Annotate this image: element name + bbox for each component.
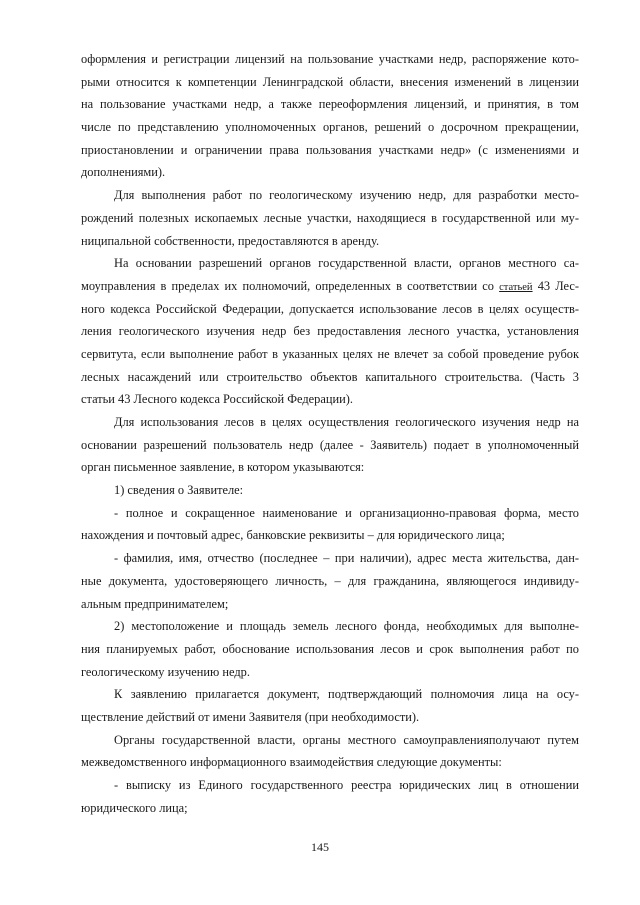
text-line: - полное и сокращенное наименование и организационно-правовая форма, место: [114, 505, 579, 520]
text-line: межведомственного информационного взаимодействия следующие документы:: [81, 755, 502, 770]
text-line: нахождения и почтовый адрес, банковские реквизиты – для юридического лица;: [81, 528, 505, 543]
text-line: статьи 43 Лесного кодекса Российской Федерации).: [81, 392, 353, 407]
text-line: Органы государственной власти, органы местного самоуправленияполучают путем: [114, 732, 579, 747]
text-line: юридического лица;: [81, 800, 188, 815]
text-line: - фамилия, имя, отчество (последнее – при наличии), адрес места жительства, дан-: [114, 551, 579, 566]
text-line: ниципальной собственности, предоставляются в аренду.: [81, 233, 380, 248]
text-line: ления геологического изучения недр без предоставления лесного участка, установления: [81, 324, 579, 339]
text-line: К заявлению прилагается документ, подтверждающий полномочия лица на осу-: [114, 687, 579, 702]
text-line: орган письменное заявление, в котором указываются:: [81, 460, 365, 475]
text-line: приостановлении и ограничении права пользования участками недр» (с изменениями и: [81, 142, 579, 157]
text-line: числе по представлению уполномоченных органов, решений о досрочном прекращении,: [81, 120, 579, 135]
page-number: 145: [311, 840, 329, 854]
text-line: - выписку из Единого государственного реестра юридических лиц в отношении: [114, 778, 579, 792]
text-line: рыми относится к компетенции Ленинградской области, внесения изменений в лицензии: [81, 74, 579, 89]
text-line: На основании разрешений органов государственной власти, органов местного са-: [114, 256, 579, 271]
text-line: Для использования лесов в целях осуществления геологического изучения недр на: [114, 415, 579, 429]
text-line: ного кодекса Российской Федерации, допускается использование лесов в целях осуществ-: [81, 301, 579, 316]
text-line: ные документа, удостоверяющего личность, – для гражданина, являющегося индивиду-: [81, 573, 579, 588]
text-line: ния планируемых работ, обоснование использования лесов и срок выполнения работ по: [81, 641, 579, 656]
text-line: ществление действий от имени Заявителя (при необходимости).: [81, 709, 420, 724]
text-line: на пользование участками недр, а также переоформления лицензий, и принятия, в том: [81, 97, 579, 112]
text-line: оформления и регистрации лицензий на пользование участками недр, распоряжение кото-: [81, 52, 579, 66]
document-page: [81, 48, 579, 819]
text-line: сервитута, если выполнение работ в указанных целях не влечет за собой проведение рубок: [81, 346, 579, 361]
text-line: рождений полезных ископаемых лесные участки, находящиеся в государственной или му-: [81, 210, 579, 225]
text-line: дополнениями).: [81, 165, 166, 180]
text-line: лесных насаждений или строительство объектов капитального строительства. (Часть 3: [81, 369, 579, 384]
text-line: основании разрешений пользователь недр (далее - Заявитель) подает в уполномоченный: [81, 437, 579, 452]
text-line: 2) местоположение и площадь земель лесного фонда, необходимых для выполне-: [114, 619, 579, 634]
article-link[interactable]: статьей: [499, 281, 533, 293]
text-line: моуправления в пределах их полномочий, определенных в соответствии со статьей 43 Лес-: [81, 278, 579, 293]
text-line: Для выполнения работ по геологическому изучению недр, для разработки место-: [114, 188, 579, 203]
text-line: 1) сведения о Заявителе:: [114, 483, 244, 498]
text-line: альным предпринимателем;: [81, 596, 229, 611]
text-line: геологическому изучению недр.: [81, 664, 250, 679]
